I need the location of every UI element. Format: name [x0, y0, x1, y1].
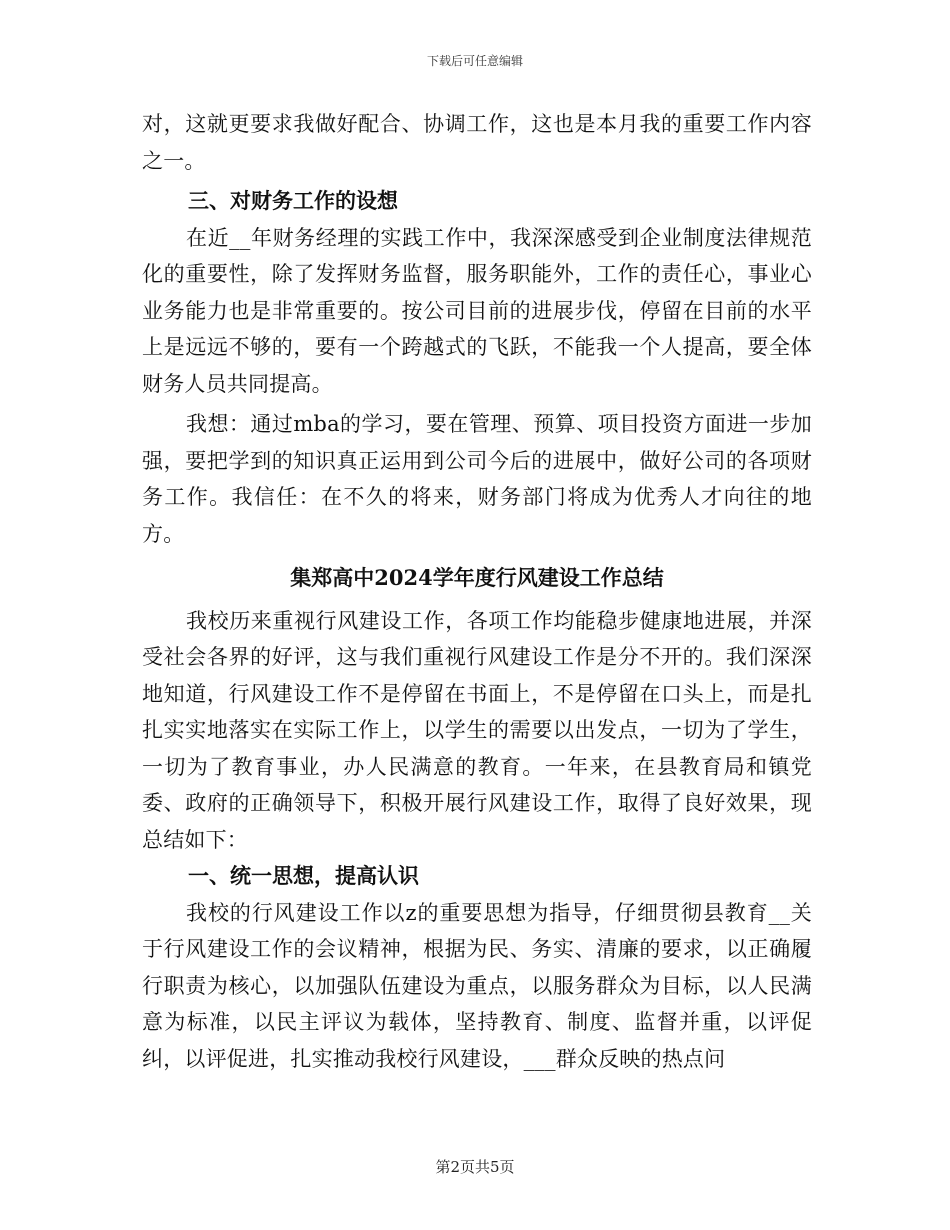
section-heading-three: 三、对财务工作的设想 [188, 188, 398, 213]
paragraph-intro: 我校历来重视行风建设工作，各项工作均能稳步健康地进展，并深受社会各界的好评，这与我们重视行风建设工作是分不开的。我们深深地知道，行风建设工作不是停留在书面上，不是停留在口头上，而是扎扎实实地落实在实际工作上，以学生的需要以出发点，一切为了学生，一切为了教育事业，办人民满意的教育。一年来，在县教育局和镇党委、政府的正确领导下，积极开展行风建设工作，取得了良好效果，现总结如下： [142, 608, 812, 852]
page-footer: 第2页共5页 [435, 1158, 515, 1176]
paragraph-guiding-thought: 我校的行风建设工作以z的重要思想为指导，仔细贯彻县教育__关于行风建设工作的会议精神，根据为民、务实、清廉的要求，以正确履行职责为核心，以加强队伍建设为重点，以服务群众为目标，以人民满意为标准，以民主评议为载体，坚持教育、制度、监督并重，以评促纠，以评促进，扎实推动我校行风建设，___群众反映的热点问 [142, 900, 812, 1071]
page-header: 下载后可任意编辑 [426, 54, 523, 68]
document-title: 集郑高中2024学年度行风建设工作总结 [290, 565, 664, 590]
paragraph-financial-vision: 在近__年财务经理的实践工作中，我深深感受到企业制度法律规范化的重要性，除了发挥财务监督，服务职能外，工作的责任心，事业心业务能力也是非常重要的。按公司目前的进展步伐，停留在目前的水平上是远远不够的，要有一个跨越式的飞跃，不能我一个人提高，要全体财务人员共同提高。 [142, 225, 812, 396]
paragraph-mba-study: 我想：通过mba的学习，要在管理、预算、项目投资方面进一步加强，要把学到的知识真正运用到公司今后的进展中，做好公司的各项财务工作。我信任：在不久的将来，财务部门将成为优秀人才向往的地方。 [142, 412, 812, 546]
document-body [142, 106, 812, 1077]
section-heading-one: 一、统一思想，提高认识 [188, 863, 419, 888]
paragraph-continued: 对，这就更要求我做好配合、协调工作，这也是本月我的重要工作内容之一。 [142, 112, 812, 173]
